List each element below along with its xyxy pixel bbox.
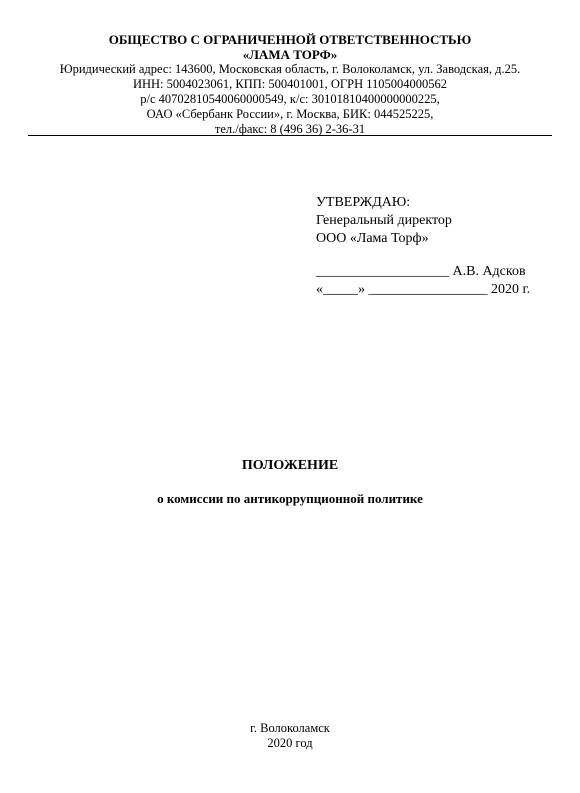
document-title: ПОЛОЖЕНИЕ bbox=[241, 458, 339, 473]
approval-heading: УТВЕРЖДАЮ: bbox=[316, 195, 411, 210]
letterhead bbox=[20, 32, 560, 137]
bank-accounts: р/с 40702810540060000549, к/с: 30101810400000000225, bbox=[140, 92, 440, 106]
document-footer bbox=[0, 721, 580, 751]
approver-company: ООО «Лама Торф» bbox=[316, 231, 429, 246]
org-name: ОБЩЕСТВО С ОГРАНИЧЕННОЙ ОТВЕТСТВЕННОСТЬЮ bbox=[108, 32, 472, 47]
footer-year: 2020 год bbox=[267, 736, 313, 750]
approval-spacer bbox=[316, 248, 530, 263]
approval-block bbox=[316, 194, 530, 299]
approval-date-line: «_____» _________________ 2020 г. bbox=[316, 282, 531, 297]
org-short-name: «ЛАМА ТОРФ» bbox=[242, 47, 338, 62]
bank-details: ОАО «Сбербанк России», г. Москва, БИК: 044525225, bbox=[146, 107, 434, 121]
letterhead-divider bbox=[28, 135, 552, 136]
phone-fax: тел./факс: 8 (496 36) 2-36-31 bbox=[214, 122, 366, 136]
footer-city: г. Волоколамск bbox=[250, 721, 330, 735]
legal-address: Юридический адрес: 143600, Московская область, г. Волоколамск, ул. Заводская, д.25. bbox=[59, 62, 521, 76]
document-subtitle: о комиссии по антикоррупционной политике bbox=[157, 491, 423, 506]
tax-ids: ИНН: 5004023061, КПП: 500401001, ОГРН 1105004000562 bbox=[132, 77, 448, 91]
approver-position: Генеральный директор bbox=[316, 213, 452, 228]
signature-line: ___________________ А.В. Адсков bbox=[316, 264, 526, 279]
